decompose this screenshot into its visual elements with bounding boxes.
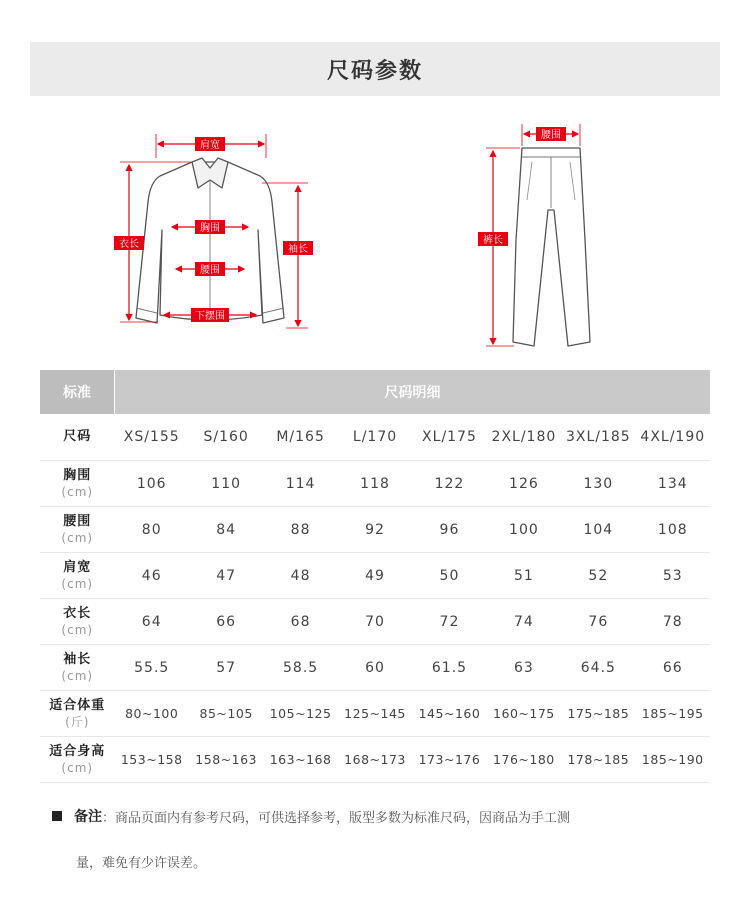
table-cell: 64 xyxy=(115,599,189,645)
note-text-2: 量，难免有少许误差。 xyxy=(76,856,207,871)
table-cell: 110 xyxy=(189,461,263,507)
tag-pants-waist-text: 腰围 xyxy=(541,130,561,141)
table-row xyxy=(40,414,710,461)
table-cell: 53 xyxy=(636,553,710,599)
table-cell: 50 xyxy=(412,553,486,599)
row-label: 肩宽 xyxy=(63,559,92,575)
tag-chest xyxy=(195,220,225,234)
table-cell: 114 xyxy=(263,461,337,507)
table-cell: 51 xyxy=(487,553,561,599)
table-body xyxy=(40,414,710,783)
table-cell: 49 xyxy=(338,553,412,599)
page-title: 尺码参数 xyxy=(326,58,423,84)
row-label-cell xyxy=(40,691,115,737)
row-label: 胸围 xyxy=(63,467,92,483)
table-row xyxy=(40,507,710,553)
table-cell: 96 xyxy=(412,507,486,553)
table-cell: 4XL/190 xyxy=(636,414,710,461)
row-unit: (cm) xyxy=(61,668,94,683)
row-label-cell xyxy=(40,599,115,645)
table-cell: 175~185 xyxy=(561,691,635,737)
tag-length-text: 衣长 xyxy=(119,239,139,250)
row-label-cell xyxy=(40,414,115,461)
table-row xyxy=(40,737,710,783)
table-cell: 106 xyxy=(115,461,189,507)
table-cell: S/160 xyxy=(189,414,263,461)
table-cell: 76 xyxy=(561,599,635,645)
tag-waist-text: 腰围 xyxy=(200,265,220,276)
table-cell: 178~185 xyxy=(561,737,635,783)
table-cell: 108 xyxy=(636,507,710,553)
tag-sleeve-text: 袖长 xyxy=(288,244,308,255)
note xyxy=(52,804,722,871)
table-cell: 61.5 xyxy=(412,645,486,691)
table-cell: 46 xyxy=(115,553,189,599)
table-cell: 105~125 xyxy=(263,691,337,737)
table-cell: 63 xyxy=(487,645,561,691)
tag-shoulder xyxy=(195,137,225,151)
table-cell: XS/155 xyxy=(115,414,189,461)
row-unit: (cm) xyxy=(61,760,94,775)
header-std: 标准 xyxy=(40,370,115,414)
tag-pants-length xyxy=(478,232,508,246)
row-label-cell xyxy=(40,645,115,691)
tag-length xyxy=(114,236,144,250)
table-cell: 88 xyxy=(263,507,337,553)
table-cell: 153~158 xyxy=(115,737,189,783)
row-label-cell xyxy=(40,737,115,783)
tag-hem xyxy=(191,308,229,322)
table-row xyxy=(40,461,710,507)
table-cell: 57 xyxy=(189,645,263,691)
row-label-cell xyxy=(40,461,115,507)
measurement-diagram xyxy=(0,110,750,355)
table-cell: 66 xyxy=(636,645,710,691)
table-cell: 100 xyxy=(487,507,561,553)
row-label-cell xyxy=(40,553,115,599)
table-cell: 80~100 xyxy=(115,691,189,737)
table-cell: M/165 xyxy=(263,414,337,461)
table-cell: 78 xyxy=(636,599,710,645)
row-unit: (斤) xyxy=(65,714,90,729)
table-cell: 64.5 xyxy=(561,645,635,691)
table-cell: 125~145 xyxy=(338,691,412,737)
table-cell: 104 xyxy=(561,507,635,553)
table-cell: 85~105 xyxy=(189,691,263,737)
row-label: 袖长 xyxy=(63,651,92,667)
title-banner xyxy=(30,42,720,96)
table-cell: 3XL/185 xyxy=(561,414,635,461)
table-row xyxy=(40,691,710,737)
note-label: 备注 xyxy=(74,809,102,825)
note-text-1: ：商品页面内有参考尺码，可供选择参考，版型多数为标准尺码，因商品为手工测 xyxy=(102,810,571,826)
table-cell: 145~160 xyxy=(412,691,486,737)
row-unit: (cm) xyxy=(61,576,94,591)
row-unit: (cm) xyxy=(61,484,94,499)
table-cell: L/170 xyxy=(338,414,412,461)
row-label: 衣长 xyxy=(63,605,92,621)
note-bullet-icon xyxy=(52,811,62,821)
table-cell: 2XL/180 xyxy=(487,414,561,461)
size-table xyxy=(40,370,710,783)
row-label-cell xyxy=(40,507,115,553)
table-header-row xyxy=(40,370,710,414)
table-cell: 126 xyxy=(487,461,561,507)
table-cell: 58.5 xyxy=(263,645,337,691)
table-cell: 168~173 xyxy=(338,737,412,783)
row-unit: (cm) xyxy=(61,622,94,637)
row-label: 尺码 xyxy=(63,429,92,444)
table-cell: 68 xyxy=(263,599,337,645)
table-cell: 72 xyxy=(412,599,486,645)
table-cell: 185~190 xyxy=(636,737,710,783)
table-cell: 84 xyxy=(189,507,263,553)
table-cell: 173~176 xyxy=(412,737,486,783)
table-cell: 47 xyxy=(189,553,263,599)
table-cell: 70 xyxy=(338,599,412,645)
pants-icon xyxy=(513,148,590,346)
table-row xyxy=(40,645,710,691)
table-row xyxy=(40,553,710,599)
table-cell: 74 xyxy=(487,599,561,645)
table-cell: 185~195 xyxy=(636,691,710,737)
table-cell: 176~180 xyxy=(487,737,561,783)
table-cell: 60 xyxy=(338,645,412,691)
table-cell: 52 xyxy=(561,553,635,599)
table-cell: 130 xyxy=(561,461,635,507)
table-cell: 48 xyxy=(263,553,337,599)
table-cell: 80 xyxy=(115,507,189,553)
table-cell: 66 xyxy=(189,599,263,645)
table-cell: 158~163 xyxy=(189,737,263,783)
row-label: 适合身高 xyxy=(49,743,106,759)
header-detail: 尺码明细 xyxy=(115,370,711,414)
tag-chest-text: 胸围 xyxy=(200,223,220,234)
row-label: 腰围 xyxy=(63,513,92,529)
table-cell: 92 xyxy=(338,507,412,553)
table-row xyxy=(40,599,710,645)
tag-pants-length-text: 裤长 xyxy=(483,235,503,246)
shirt-icon xyxy=(136,158,284,323)
tag-shoulder-text: 肩宽 xyxy=(200,140,220,151)
tag-hem-text: 下摆围 xyxy=(195,311,225,322)
tag-sleeve xyxy=(283,241,313,255)
table-cell: XL/175 xyxy=(412,414,486,461)
tag-waist xyxy=(195,262,225,276)
row-label: 适合体重 xyxy=(49,697,106,713)
row-unit: (cm) xyxy=(61,530,94,545)
table-cell: 122 xyxy=(412,461,486,507)
table-cell: 160~175 xyxy=(487,691,561,737)
table-cell: 163~168 xyxy=(263,737,337,783)
tag-pants-waist xyxy=(536,127,566,141)
table-cell: 134 xyxy=(636,461,710,507)
table-cell: 118 xyxy=(338,461,412,507)
table-cell: 55.5 xyxy=(115,645,189,691)
